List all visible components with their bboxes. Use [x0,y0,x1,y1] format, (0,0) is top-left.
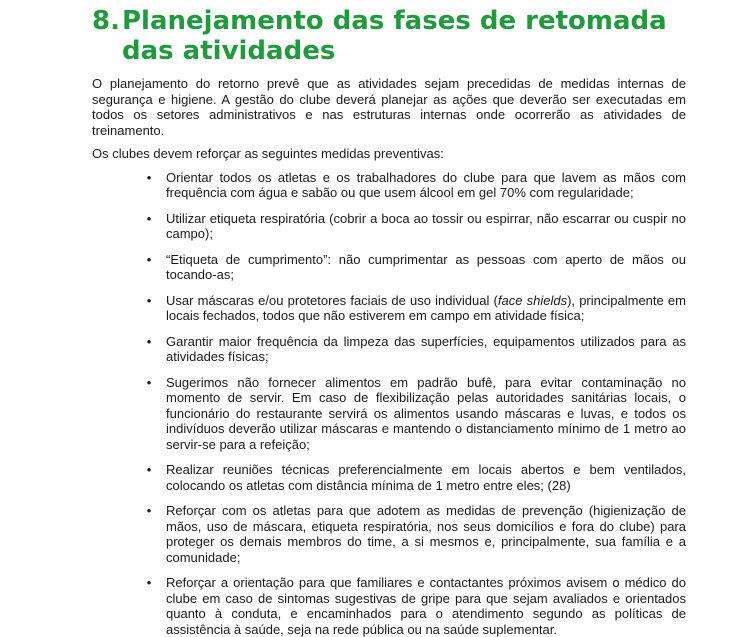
bullet-icon: • [142,575,156,591]
preventive-measures-list [92,170,686,637]
section-number: 8. [92,6,122,66]
bullet-icon: • [142,293,156,309]
list-item-text [166,293,686,324]
list-item-text: Reforçar a orientação para que familiares e contactantes próximos avisem o médico do clube em caso de sintomas sugestivas de gripe para que sejam avaliados e orientados quanto à conduta, e encaminhados para o atendimento segundo as políticas de assistência à saúde, seja na rede pública ou na saúde suplementar. [166,575,686,637]
list-item-text: Reforçar com os atletas para que adotem as medidas de prevenção (higienização de mãos, uso de máscara, etiqueta respiratória, nos seus domicílios e fora do clube) para proteger os demais membros do time, a si mesmos e, principalmente, sua família e a comunidade; [166,503,686,565]
list-item [142,293,686,324]
list-item-text: Realizar reuniões técnicas preferencialmente em locais abertos e bem ventilados, colocando os atletas com distância mínima de 1 metro entre eles; (28) [166,462,686,493]
list-item-text-before: Usar máscaras e/ou protetores faciais de uso individual ( [166,293,498,308]
list-item-text: Orientar todos os atletas e os trabalhadores do clube para que lavem as mãos com frequência com água e sabão ou que usem álcool em gel 70% com regularidade; [166,170,686,201]
bullet-icon: • [142,375,156,391]
bullet-icon: • [142,252,156,268]
bullet-icon: • [142,462,156,478]
section-title: Planejamento das fases de retomada das atividades [122,6,686,66]
list-item [142,503,686,565]
face-shields-term: face shields [498,293,567,308]
bullet-icon: • [142,211,156,227]
list-item-text: Sugerimos não fornecer alimentos em padrão bufê, para evitar contaminação no momento de servir. Em caso de flexibilização pelas autoridades sanitárias locais, o funcionário do restaurante servirá os alimentos usando máscaras e luvas, e todos os indivíduos deverão utilizar máscaras e mantendo o distanciamento mínimo de 1 metro ao servir-se para a refeição; [166,375,686,452]
bullet-icon: • [142,170,156,186]
bullet-icon: • [142,503,156,519]
list-item [142,252,686,283]
bullet-icon: • [142,334,156,350]
list-item [142,334,686,365]
measures-lead-paragraph: Os clubes devem reforçar as seguintes medidas preventivas: [92,146,686,162]
list-item [142,211,686,242]
list-item-text: Garantir maior frequência da limpeza das superfícies, equipamentos utilizados para as atividades físicas; [166,334,686,365]
list-item-text-after: ), principalmente em locais fechados, todos que não estiverem em campo em atividade física; [166,293,686,324]
list-item [142,575,686,637]
intro-paragraph: O planejamento do retorno prevê que as atividades sejam precedidas de medidas internas de segurança e higiene. A gestão do clube deverá planejar as ações que deverão ser executadas em todos os setores administrativos e nas estruturas internas onde ocorrerão as atividades de treinamento. [92,76,686,138]
section-heading [92,6,686,66]
list-item-text: “Etiqueta de cumprimento”: não cumprimentar as pessoas com aperto de mãos ou tocando-as; [166,252,686,283]
list-item-text: Utilizar etiqueta respiratória (cobrir a boca ao tossir ou espirrar, não escarrar ou cuspir no campo); [166,211,686,242]
list-item [142,170,686,201]
list-item [142,462,686,493]
list-item [142,375,686,453]
